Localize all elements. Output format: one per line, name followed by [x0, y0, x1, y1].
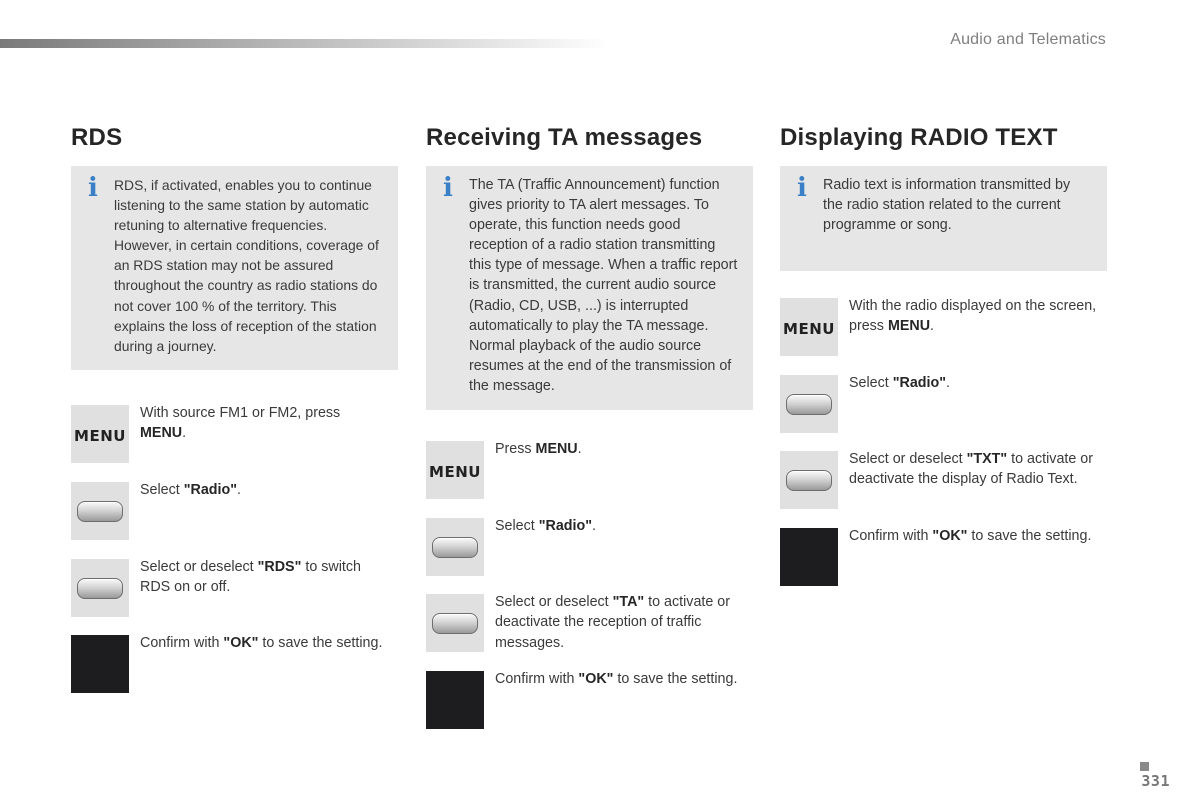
pill-button-icon — [780, 451, 838, 509]
step-text-emphasis: "Radio" — [538, 518, 592, 534]
info-text: Radio text is information transmitted by the radio station related to the current programme or song. — [823, 177, 1071, 234]
info-text: The TA (Traffic Announcement) function gives priority to TA alert messages. To operate, this function needs good reception of a radio station transmitting this type of message. When a traffic report is transmitted, the current audio source (Radio, CD, USB, ...) is interrupted automatically to play the TA message. Normal playback of the audio source resumes at the end of the transmission of the message. — [469, 177, 738, 394]
info-icon: i — [88, 173, 98, 203]
page-footer — [1140, 762, 1170, 790]
menu-key-label: MENU — [74, 427, 126, 445]
step-text-emphasis: "OK" — [932, 528, 968, 544]
step-text-run: to save the setting. — [967, 528, 1092, 544]
page-number: 331 — [1141, 772, 1170, 790]
info-icon: i — [443, 173, 453, 203]
info-box — [780, 166, 1107, 271]
menu-key-icon — [71, 405, 129, 463]
step-text-run: . — [592, 518, 596, 534]
step-text — [495, 669, 745, 689]
column-title: RDS — [71, 124, 123, 151]
step-text — [140, 480, 390, 500]
column-rds — [71, 0, 398, 800]
menu-key-icon — [426, 441, 484, 499]
step-text-run: . — [930, 318, 935, 335]
step-text-run: Confirm with — [140, 635, 224, 651]
pill-button-icon — [426, 518, 484, 576]
menu-key-label: MENU — [783, 320, 835, 338]
step-text — [140, 403, 390, 444]
step-text-run: . — [182, 425, 187, 442]
ok-button-icon — [426, 671, 484, 729]
step-text — [495, 516, 745, 536]
step-text-run: . — [946, 375, 950, 391]
step-text-emphasis: MENU — [535, 441, 578, 457]
info-box — [426, 166, 753, 410]
menu-key-icon — [780, 298, 838, 356]
step-text-run: Press — [495, 441, 536, 457]
step-text-emphasis: "TXT" — [966, 451, 1008, 467]
step-text-emphasis: "RDS" — [257, 559, 302, 575]
step-text-run: to activate or deactivate the display of Radio Text. — [849, 451, 1094, 488]
page-marker — [1140, 762, 1149, 771]
step-text-emphasis: "Radio" — [183, 482, 237, 498]
step-text-run: to save the setting. — [613, 671, 738, 687]
step-text — [849, 526, 1099, 546]
step-text — [495, 439, 745, 459]
column-title: Displaying RADIO TEXT — [780, 124, 1058, 151]
column-title: Receiving TA messages — [426, 124, 703, 151]
step-text-emphasis: "OK" — [578, 671, 614, 687]
ok-button-icon — [71, 635, 129, 693]
section-title: Audio and Telematics — [950, 31, 1106, 48]
step-text — [140, 557, 390, 598]
info-icon: i — [797, 173, 807, 203]
step-text-run: Select or deselect — [140, 559, 258, 575]
step-text-run: to activate or deactivate the reception of traffic messages. — [495, 594, 731, 651]
column-ta — [426, 0, 753, 800]
step-text — [140, 633, 390, 653]
step-text-run: Select — [140, 482, 184, 498]
step-text — [849, 373, 1099, 393]
pill-button-icon — [426, 594, 484, 652]
step-text — [849, 296, 1099, 337]
pill-button-icon — [780, 375, 838, 433]
step-text-run: With the radio displayed on the screen, press — [849, 298, 1097, 335]
step-text-run: . — [577, 441, 582, 457]
step-text-run: Confirm with — [849, 528, 933, 544]
info-box — [71, 166, 398, 370]
step-text-emphasis: "Radio" — [892, 375, 946, 391]
step-text-run: Select or deselect — [849, 451, 967, 467]
step-text-run: With source FM1 or FM2, press — [140, 405, 341, 421]
step-text-run: . — [237, 482, 241, 498]
pill-button-icon — [71, 482, 129, 540]
step-text — [849, 449, 1099, 490]
step-text-run: Confirm with — [495, 671, 579, 687]
step-text-run: Select — [495, 518, 539, 534]
step-text-emphasis: MENU — [140, 425, 183, 442]
pill-button-icon — [71, 559, 129, 617]
column-radio-text — [780, 0, 1107, 800]
step-text-emphasis: MENU — [887, 318, 931, 335]
step-text-run: to switch RDS on or off. — [140, 559, 361, 596]
menu-key-label: MENU — [429, 463, 481, 481]
step-text-emphasis: "TA" — [612, 594, 645, 610]
ok-button-icon — [780, 528, 838, 586]
step-text — [495, 592, 745, 653]
step-text-run: Select — [849, 375, 893, 391]
step-text-run: to save the setting. — [258, 635, 383, 651]
step-text-run: Select or deselect — [495, 594, 613, 610]
step-text-emphasis: "OK" — [223, 635, 259, 651]
info-text: RDS, if activated, enables you to continue listening to the same station by automatic retuning to alternative frequencies. However, in certain conditions, coverage of an RDS station may not be assured throughout the country as radio stations do not cover 100 % of the territory. This explains the loss of reception of the station during a journey. — [114, 177, 379, 354]
